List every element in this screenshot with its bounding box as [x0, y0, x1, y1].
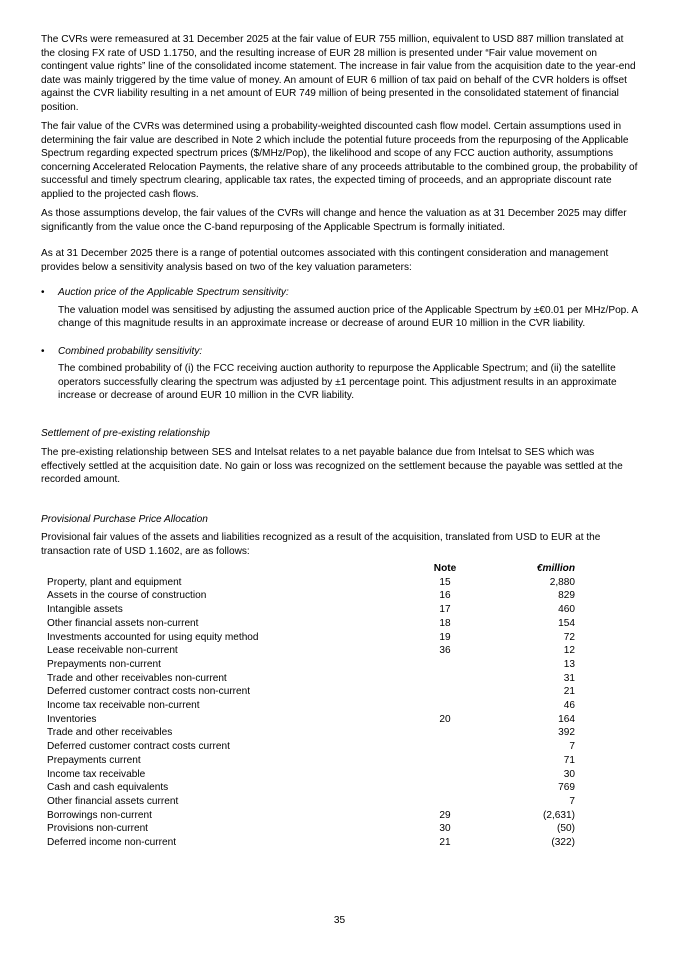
row-label: Trade and other receivables non-current — [47, 672, 227, 684]
settlement-heading: Settlement of pre-existing relationship — [41, 427, 210, 439]
paragraph-sensitivity-intro: As at 31 December 2025 there is a range of potential outcomes associated with this contingent consideration and management provides below a sensitivity analysis based on two of the key valuation parameters: — [41, 248, 609, 273]
column-header-amount: €million — [536, 563, 575, 574]
row-amount: 21 — [563, 686, 575, 698]
table-row — [47, 699, 575, 713]
table-row — [47, 576, 575, 590]
table-row — [47, 617, 575, 631]
ppa-intro: Provisional fair values of the assets and liabilities recognized as a result of the acquisition, translated from USD to EUR at the transaction rate of USD 1.1602, are as follows: — [41, 532, 601, 557]
row-label: Borrowings non-current — [47, 809, 152, 821]
row-note: 30 — [439, 823, 451, 835]
table-row — [47, 726, 575, 740]
table-row — [47, 795, 575, 809]
row-note: 36 — [439, 645, 451, 657]
settlement-body: The pre-existing relationship between SES and Intelsat relates to a net payable balance due from Intelsat to SES which was effectively settled at the acquisition date. No gain or loss was recognized on the settlement because the payable was settled at the recorded amount. — [41, 447, 623, 485]
row-note — [415, 795, 475, 809]
row-label: Assets in the course of construction — [47, 590, 207, 602]
row-label: Intangible assets — [47, 604, 123, 616]
table-row — [47, 740, 575, 754]
table-row — [47, 768, 575, 782]
row-label: Other financial assets current — [47, 795, 179, 807]
column-header-note: Note — [433, 563, 457, 574]
row-label: Provisions non-current — [47, 823, 148, 835]
row-note — [415, 740, 475, 754]
bullet-title: Combined probability sensitivity: — [58, 345, 203, 357]
row-amount: 7 — [569, 795, 575, 807]
row-label: Prepayments current — [47, 754, 141, 766]
row-amount: 71 — [563, 754, 575, 766]
row-label: Trade and other receivables — [47, 727, 173, 739]
row-label: Prepayments non-current — [47, 658, 161, 670]
row-label: Deferred customer contract costs non-current — [47, 686, 251, 698]
row-amount: (50) — [557, 823, 575, 835]
row-label: Deferred income non-current — [47, 837, 177, 849]
table-row — [47, 589, 575, 603]
row-label: Inventories — [47, 713, 97, 725]
row-note — [415, 768, 475, 782]
row-amount: (2,631) — [543, 809, 575, 821]
table-row — [47, 603, 575, 617]
page-number: 35 — [333, 915, 346, 926]
row-label: Lease receivable non-current — [47, 645, 178, 657]
ppa-table — [47, 562, 575, 850]
table-row — [47, 754, 575, 768]
row-note: 17 — [439, 604, 451, 616]
row-amount: 154 — [558, 617, 575, 629]
row-note: 29 — [439, 809, 451, 821]
row-note — [415, 781, 475, 795]
table-row — [47, 658, 575, 672]
row-amount: 7 — [569, 741, 575, 753]
paragraph-cvr-assumptions: As those assumptions develop, the fair values of the CVRs will change and hence the valuation as at 31 December 2025 may differ significantly from the value once the C-band repurposing of the Applicable Spectrum is formally initiated. — [41, 208, 627, 233]
table-row — [47, 672, 575, 686]
row-amount: 164 — [558, 713, 575, 725]
table-row — [47, 644, 575, 658]
row-label: Property, plant and equipment — [47, 576, 182, 588]
row-amount: 31 — [563, 672, 575, 684]
paragraph-cvr-fair-value-model: The fair value of the CVRs was determined using a probability-weighted discounted cash flow model. Certain assumptions used in determining the fair value are described in Note 2 which include the potential future proceeds from the repurposing of the Applicable Spectrum regarding expected spectrum prices ($/MHz/Pop), the likelihood and scope of any FCC auction authority, assumptions concerning Accelerated Relocation Payments, the relative share of any proceeds attributable to the combined group, the probability of successful and timely spectrum clearing, applicable tax rates, the expected timing of proceeds, and an appropriate discount rate applied to the projected cash flows. — [41, 121, 638, 200]
row-note — [415, 754, 475, 768]
row-note: 21 — [439, 837, 451, 849]
row-note — [415, 726, 475, 740]
bullet-marker: • — [41, 287, 45, 298]
ppa-table-header — [47, 562, 575, 576]
row-amount: 2,880 — [549, 576, 575, 588]
ppa-heading: Provisional Purchase Price Allocation — [41, 513, 208, 525]
row-label: Cash and cash equivalents — [47, 782, 169, 794]
table-row — [47, 822, 575, 836]
bullet-title: Auction price of the Applicable Spectrum sensitivity: — [58, 287, 289, 298]
row-amount: 769 — [558, 782, 575, 794]
row-note — [415, 699, 475, 713]
paragraph-cvr-remeasurement: The CVRs were remeasured at 31 December 2025 at the fair value of EUR 755 million, equivalent to USD 887 million translated at the closing FX rate of USD 1.1750, and the resulting increase of EUR 28 million is presented under “Fair value movement on contingent value rights” line of the consolidated income statement. The increase in fair value from the acquisition date to the year-end date was mainly triggered by the time value of money. An amount of EUR 6 million of tax paid on behalf of the CVR holders is offset against the CVR liability resulting in a net amount of EUR 749 million of being presented in the consolidated statement of financial position. — [41, 34, 636, 113]
row-amount: 12 — [563, 645, 575, 657]
row-label: Investments accounted for using equity method — [47, 631, 259, 643]
row-amount: 460 — [558, 604, 575, 616]
bullet-body: The valuation model was sensitised by adjusting the assumed auction price of the Applicable Spectrum by ±€0.01 per MHz/Pop. A change of this magnitude results in an approximate increase or decrease of around EUR 10 million in the CVR liability. — [58, 304, 638, 329]
bullet-combined-probability — [41, 345, 639, 403]
row-label: Deferred customer contract costs current — [47, 741, 230, 753]
row-label: Other financial assets non-current — [47, 617, 199, 629]
row-label: Income tax receivable — [47, 768, 146, 780]
row-amount: 13 — [563, 658, 575, 670]
row-note: 20 — [439, 713, 451, 725]
bullet-auction-price — [41, 286, 639, 331]
row-amount: 46 — [563, 700, 575, 712]
row-note: 19 — [439, 631, 451, 643]
row-amount: (322) — [551, 837, 575, 849]
row-amount: 30 — [563, 768, 575, 780]
document-page — [41, 33, 639, 850]
row-note: 18 — [439, 617, 451, 629]
bullet-marker: • — [41, 345, 45, 357]
row-amount: 72 — [563, 631, 575, 643]
table-row — [47, 631, 575, 645]
row-note — [415, 672, 475, 686]
row-note: 16 — [439, 590, 451, 602]
row-note — [415, 658, 475, 672]
table-row — [47, 685, 575, 699]
row-amount: 392 — [558, 727, 575, 739]
table-row — [47, 713, 575, 727]
row-amount: 829 — [558, 590, 575, 602]
table-row — [47, 809, 575, 823]
row-note: 15 — [439, 576, 451, 588]
row-note — [415, 685, 475, 699]
row-label: Income tax receivable non-current — [47, 700, 200, 712]
bullet-body: The combined probability of (i) the FCC receiving auction authority to repurpose the Applicable Spectrum; and (ii) the satellite operators successfully clearing the spectrum was adjusted by ±1 percentage point. This adjustment results in an approximate increase or decrease of around EUR 10 million in the CVR liability. — [58, 363, 617, 401]
table-row — [47, 781, 575, 795]
table-row — [47, 836, 575, 850]
